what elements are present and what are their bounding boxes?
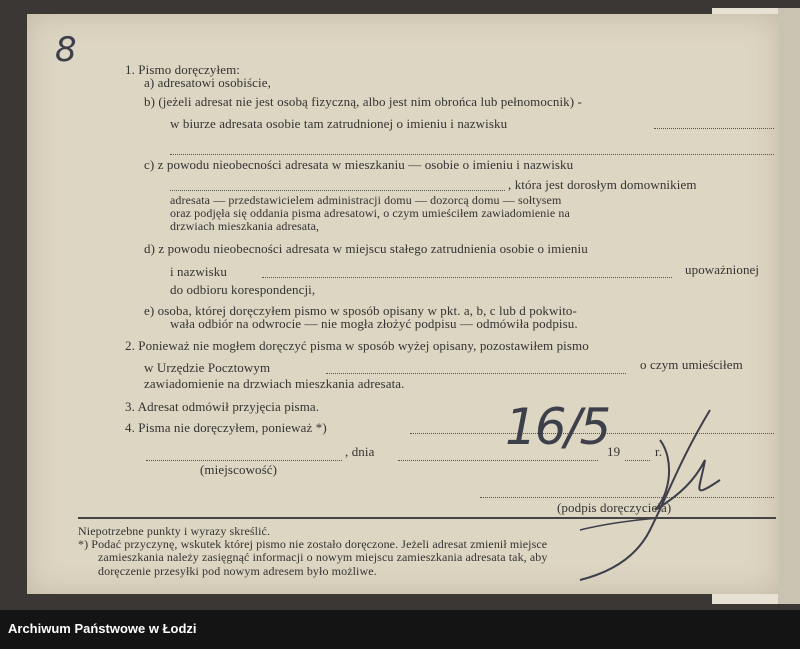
handwritten-signature	[560, 400, 740, 600]
fill-line	[654, 127, 774, 129]
item-1c-line3: adresata — przedstawicielem administracji domu — dozorcą domu — sołtysem	[170, 193, 562, 207]
place-line	[146, 459, 342, 461]
item-1e-line2: wała odbiór na odwrocie — nie mogła złożyć podpisu — odmówiła podpisu.	[170, 316, 578, 331]
item-2-line2a: w Urzędzie Pocztowym	[144, 360, 271, 375]
item-1a: a) adresatowi osobiście,	[144, 75, 271, 90]
handwritten-date: 16/5	[505, 398, 610, 456]
date-r: r.	[655, 444, 663, 459]
note-footnote-2: zamieszkania należy zasięgnąć informacji o nowym miejscu zamieszkania adresata tak, aby	[98, 550, 548, 564]
date-19: 19	[607, 444, 621, 459]
item-2-line2b: o czym umieściłem	[640, 357, 743, 372]
item-4: 4. Pisma nie doręczyłem, ponieważ *)	[125, 420, 327, 435]
item-1-title: 1. Pismo doręczyłem:	[125, 62, 241, 77]
item-1d-line1: d) z powodu nieobecności adresata w miejscu stałego zatrudnienia osobie o imieniu	[144, 241, 588, 256]
item-1e-line1: e) osoba, której doręczyłem pismo w sposób opisany w pkt. a, b, c lub d pokwito-	[144, 303, 577, 318]
note-footnote-1: *) Podać przyczynę, wskutek której pismo nie zostało doręczone. Jeżeli adresat zmienił miejsce	[78, 537, 548, 551]
item-1c-line5: drzwiach mieszkania adresata,	[170, 219, 320, 233]
date-dnia: , dnia	[345, 444, 375, 459]
note-footnote-3: doręczenie przesyłki pod nowym adresem było możliwe.	[98, 564, 377, 578]
item-1b-line2: w biurze adresata osobie tam zatrudnionej o imieniu i nazwisku	[170, 116, 508, 131]
item-1d-line3: do odbioru korespondencji,	[170, 282, 316, 297]
item-3: 3. Adresat odmówił przyjęcia pisma.	[125, 399, 320, 414]
item-2-line1: 2. Ponieważ nie mogłem doręczyć pisma w sposób wyżej opisany, pozostawiłem pismo	[125, 338, 589, 353]
divider-line	[78, 517, 776, 519]
item-1d-line2b: upoważnionej	[685, 262, 760, 277]
item-1d-line2a: i nazwisku	[170, 264, 227, 279]
fill-line	[170, 153, 774, 155]
fill-line	[262, 276, 672, 278]
item-1c-line1: c) z powodu nieobecności adresata w mieszkaniu — osobie o imieniu i nazwisku	[144, 157, 574, 172]
paper-edge-shadow	[778, 8, 800, 604]
page-number: 8	[55, 30, 77, 70]
item-1c-line2: , która jest dorosłym domownikiem	[508, 177, 697, 192]
fill-line	[170, 189, 505, 191]
place-caption: (miejscowość)	[200, 462, 278, 477]
item-2-line3: zawiadomienie na drzwiach mieszkania adresata.	[144, 376, 405, 391]
item-1c-line4: oraz podjęła się oddania pisma adresatowi, o czym umieściłem zawiadomienie na	[170, 206, 570, 220]
note-unnecessary: Niepotrzebne punkty i wyrazy skreślić.	[78, 524, 271, 538]
item-1b-line1: b) (jeżeli adresat nie jest osobą fizyczną, albo jest nim obrońca lub pełnomocnik) -	[144, 94, 582, 109]
archive-name: Archiwum Państwowe w Łodzi	[8, 621, 197, 636]
fill-line	[326, 372, 626, 374]
signature-caption: (podpis doręczyciela)	[557, 500, 672, 515]
